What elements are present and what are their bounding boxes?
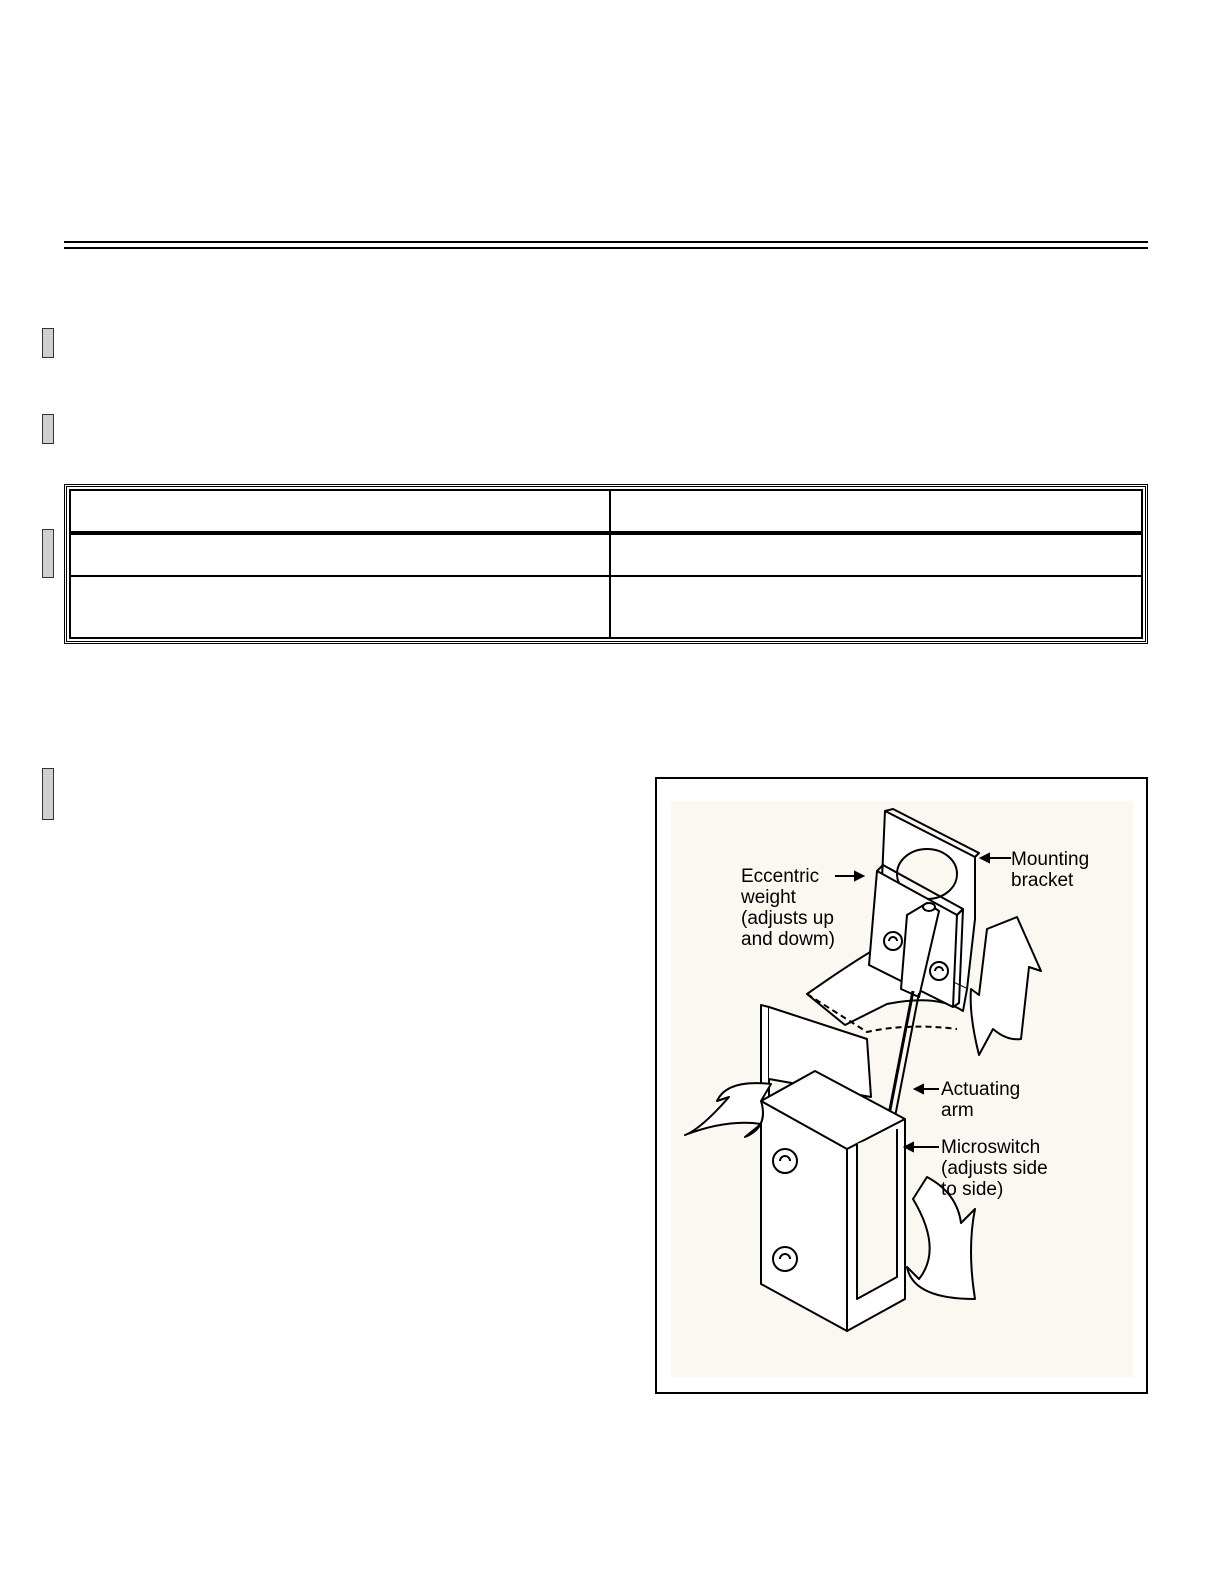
change-bar-4 xyxy=(42,768,54,820)
label-microswitch-2: (adjusts side xyxy=(941,1158,1048,1179)
microswitch-figure xyxy=(655,777,1148,1394)
table-header-divider xyxy=(71,531,1141,535)
spec-table xyxy=(64,484,1148,644)
label-mounting-1: Mounting xyxy=(1011,849,1090,870)
label-microswitch-3: to side) xyxy=(941,1179,1004,1200)
label-actuating-1: Actuating xyxy=(941,1079,1021,1100)
switch-screw-1 xyxy=(773,1149,797,1173)
change-bar-1 xyxy=(42,328,54,358)
microswitch-illustration xyxy=(657,779,1146,1392)
switch-screw-2 xyxy=(773,1247,797,1271)
label-eccentric-1: Eccentric xyxy=(741,866,820,887)
change-bar-3 xyxy=(42,529,54,578)
change-bar-2 xyxy=(42,414,54,444)
label-microswitch-1: Microswitch xyxy=(941,1137,1041,1158)
microswitch-slot xyxy=(857,1129,897,1299)
header-rule-top xyxy=(64,241,1148,243)
label-actuating-2: arm xyxy=(941,1100,974,1121)
table-row-divider xyxy=(71,575,1141,577)
weight-screw-1 xyxy=(884,932,902,950)
label-eccentric-3: (adjusts up xyxy=(741,908,834,929)
label-mounting-2: bracket xyxy=(1011,870,1074,891)
label-eccentric-4: and dowm) xyxy=(741,929,835,950)
header-rule-bottom xyxy=(64,247,1148,249)
weight-screw-2 xyxy=(930,962,948,980)
table-column-divider xyxy=(609,491,611,637)
label-eccentric-2: weight xyxy=(741,887,796,908)
